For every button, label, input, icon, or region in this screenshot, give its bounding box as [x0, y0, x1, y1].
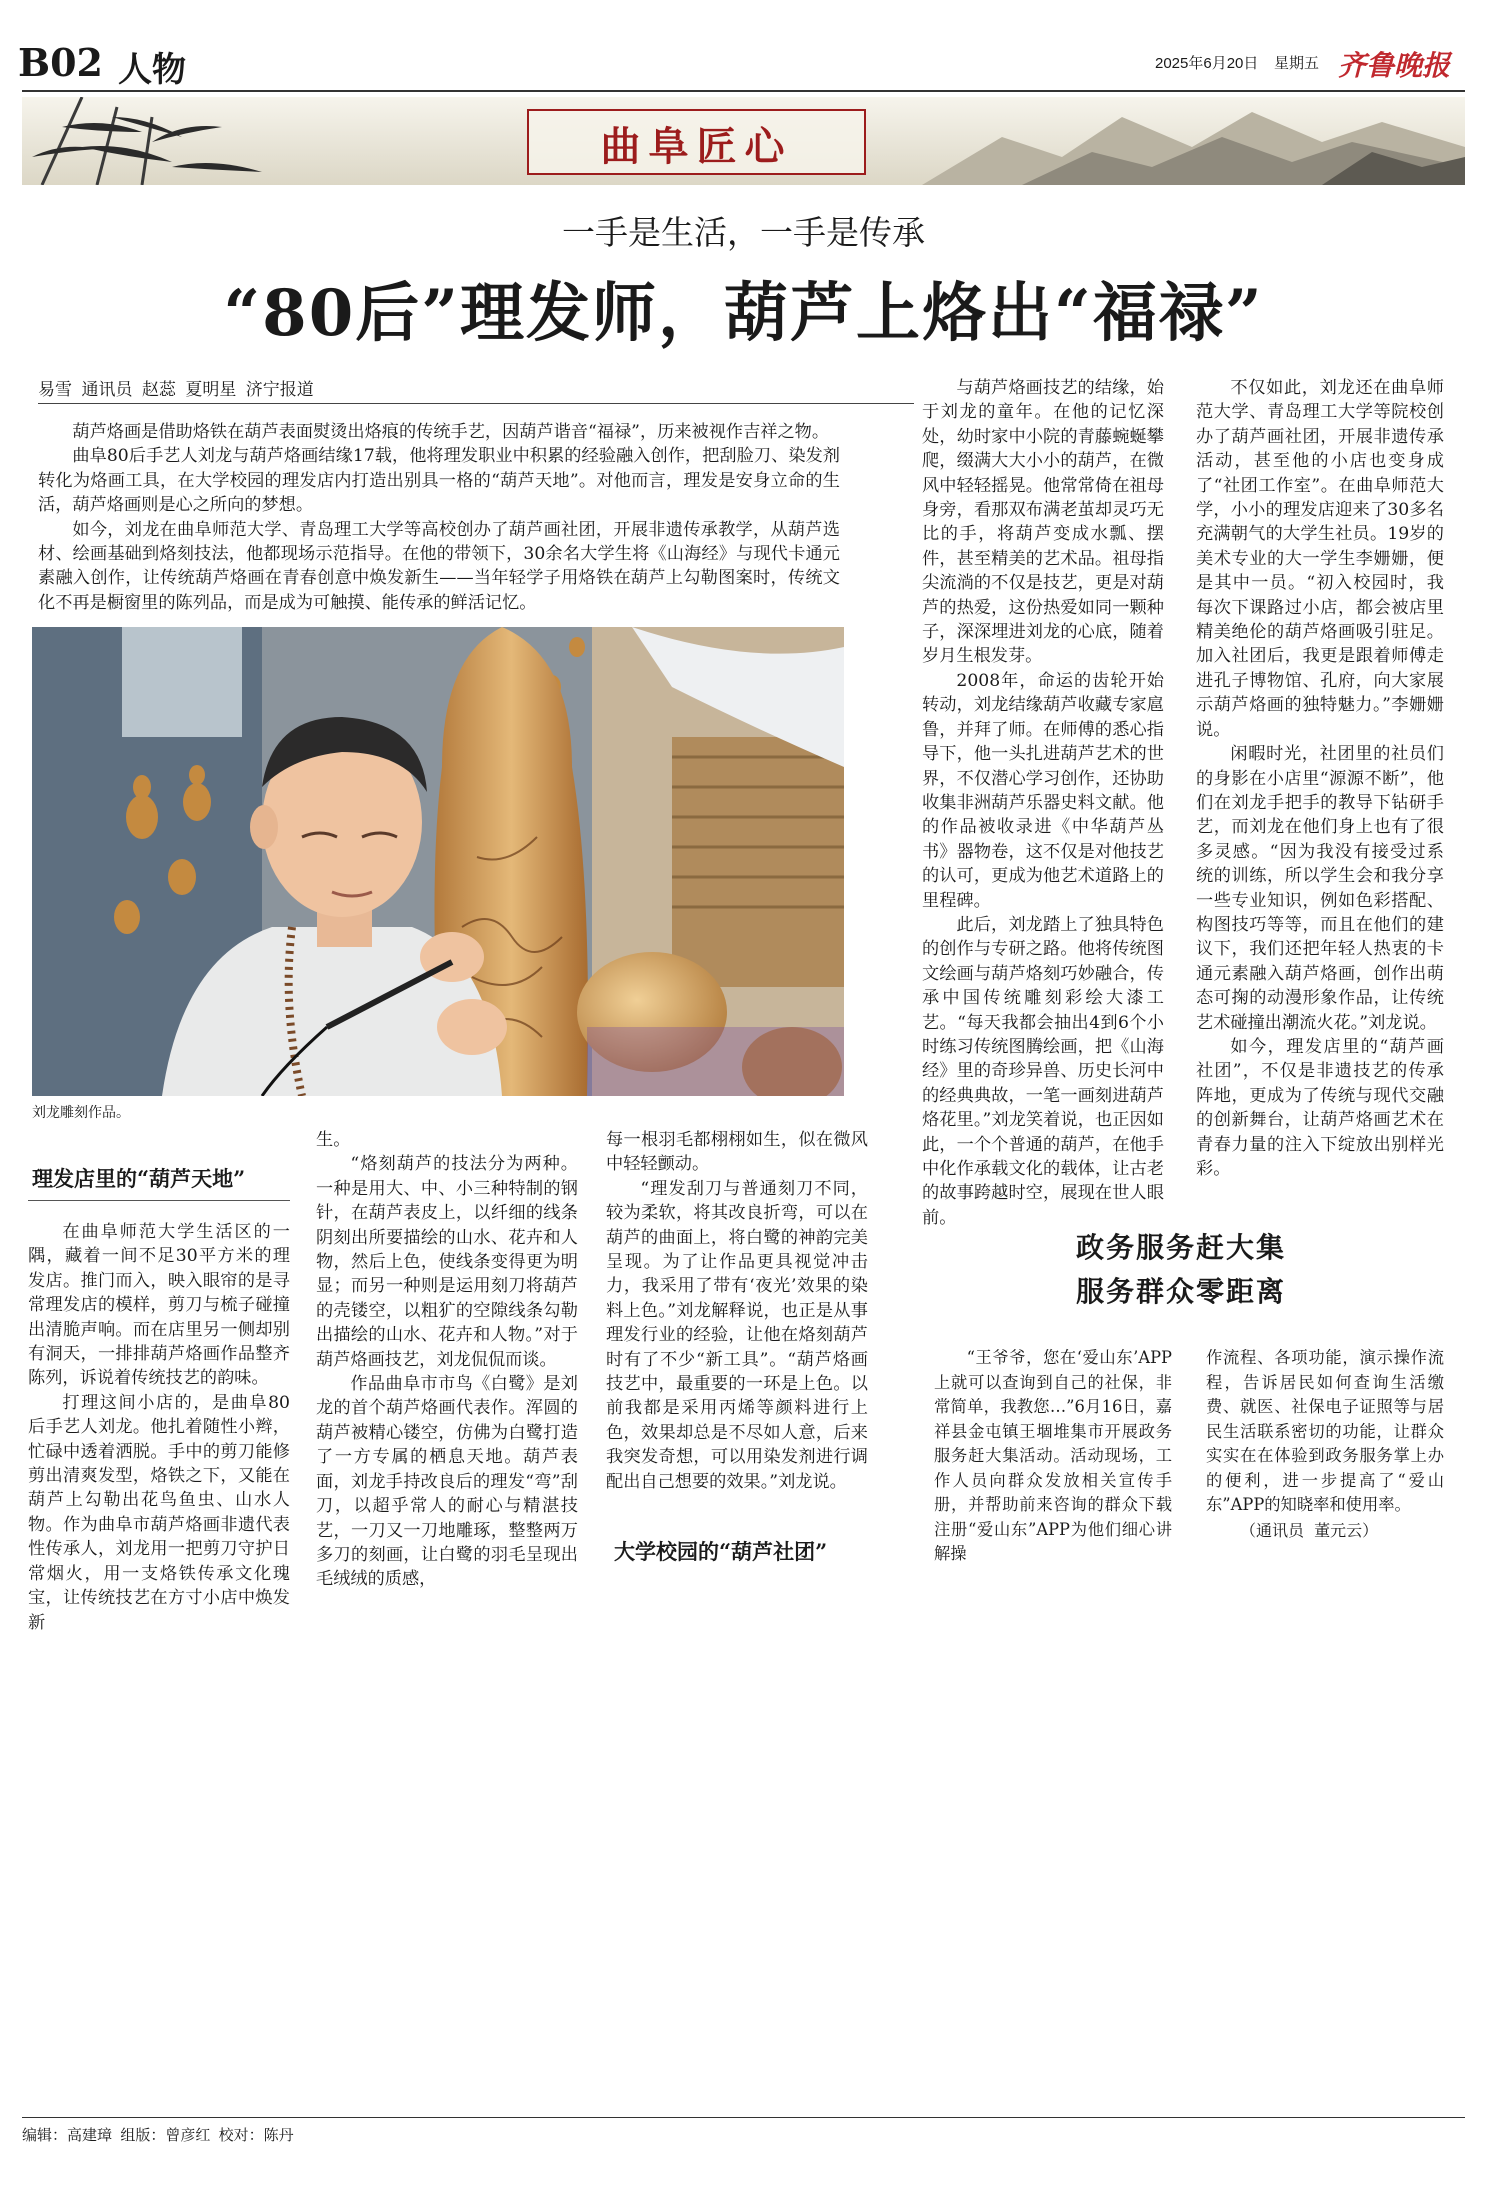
body-paragraph: 打理这间小店的，是曲阜80后手艺人刘龙。他扎着随性小辫，忙碌中透着洒脱。手中的剪刀能修剪出清爽发型，烙铁之下，又能在葫芦上勾勒出花鸟鱼虫、山水人物。作为曲阜市葫芦烙画非遗代表性传承人，刘龙用一把剪刀守护日常烟火，用一支烙铁传承文化瑰宝，让传统技艺在方寸小店中焕发新	[28, 1392, 290, 1633]
brief-column-b	[1206, 1346, 1444, 1518]
banner-title: 曲阜匠心	[600, 123, 793, 170]
column-5	[1196, 376, 1444, 1181]
body-paragraph: 闲暇时光，社团里的社员们的身影在小店里“源源不断”，他们在刘龙手把手的教导下钻研手艺，而刘龙在他们身上也有了很多灵感。“因为我没有接受过系统的训练，所以学生会和我分享一些专业知识，例如色彩搭配、构图技巧等等，而且在他们的建议下，我们还把年轻人热衷的卡通元素融入葫芦烙画，创作出萌态可掬的动漫形象作品，让传统艺术碰撞出潮流火花。”刘龙说。	[1196, 744, 1444, 1033]
footer-rule	[22, 2117, 1465, 2118]
lead-paragraph: 如今，刘龙在曲阜师范大学、青岛理工大学等高校创办了葫芦画社团，开展非遗传承教学，从葫芦选材、绘画基础到烙刻技法，他都现场示范指导。在他的带领下，30余名大学生将《山海经》与现代卡通元素融入创作，让传统葫芦烙画在青春创意中焕发新生——当年轻学子用烙铁在葫芦上勾勒图案时，传统文化不再是橱窗里的陈列品，而是成为可触摸、能传承的鲜活记忆。	[38, 519, 840, 613]
column-1	[28, 1220, 290, 1635]
issue-date: 2025年6月20日	[1155, 55, 1259, 72]
lead-paragraph: 葫芦烙画是借助烙铁在葫芦表面熨烫出烙痕的传统手艺，因葫芦谐音“福禄”，历来被视作吉祥之物。	[72, 422, 830, 442]
column-2	[316, 1128, 578, 1592]
column-4	[922, 376, 1164, 1230]
banner	[22, 97, 1465, 185]
body-paragraph: 每一根羽毛都栩栩如生，似在微风中轻轻颤动。	[606, 1130, 868, 1175]
lead-block	[38, 420, 840, 615]
kicker: 一手是生活，一手是传承	[562, 213, 925, 252]
brief-title-line-2: 服务群众零距离	[1076, 1275, 1287, 1308]
issue-weekday: 星期五	[1274, 55, 1320, 72]
section-title: 人物	[118, 50, 186, 90]
body-paragraph: 与葫芦烙画技艺的结缘，始于刘龙的童年。在他的记忆深处，幼时家中小院的青藤蜿蜒攀爬，缀满大大小小的葫芦，在微风中轻轻摇晃。他常常倚在祖母身旁，看那双布满老茧却灵巧无比的手，将葫芦变成水瓢、摆件，甚至精美的艺术品。祖母指尖流淌的不仅是技艺，更是对葫芦的热爱，这份热爱如同一颗种子，深深埋进刘龙的心底，随着岁月生根发芽。	[922, 378, 1164, 667]
body-paragraph: 不仅如此，刘龙还在曲阜师范大学、青岛理工大学等院校创办了葫芦画社团，开展非遗传承活动，甚至他的小店也变身成了“社团工作室”。在曲阜师范大学，小小的理发店迎来了30多名充满朝气的大学生社员。19岁的美术专业的大一学生李姗姗，便是其中一员。“初入校园时，我每次下课路过小店，都会被店里精美绝伦的葫芦烙画吸引驻足。加入社团后，我更是跟着师傅走进孔子博物馆、孔府，向大家展示葫芦烙画的独特魅力。”李姗姗说。	[1196, 378, 1444, 740]
brief-credit: （通讯员 董元云）	[1240, 1521, 1379, 1540]
body-paragraph: 生。	[316, 1130, 351, 1150]
body-paragraph: 2008年，命运的齿轮开始转动，刘龙结缘葫芦收藏专家扈鲁，并拜了师。在师傅的悉心指导下，他一头扎进葫芦艺术的世界，不仅潜心学习创作，还协助收集非洲葫芦乐器史料文献。他的作品被收录进《中华葫芦丛书》器物卷，这不仅是对他技艺的认可，更成为他艺术道路上的里程碑。	[922, 670, 1164, 911]
page-code: B02	[18, 40, 103, 85]
body-paragraph: 在曲阜师范大学生活区的一隅，藏着一间不足30平方米的理发店。推门而入，映入眼帘的是寻常理发店的模样，剪刀与梳子碰撞出清脆声响。而在店里另一侧却别有洞天，一排排葫芦烙画作品整齐陈列，诉说着传统技艺的韵味。	[28, 1222, 290, 1389]
lead-paragraph: 曲阜80后手艺人刘龙与葫芦烙画结缘17载，他将理发职业中积累的经验融入创作，把刮脸刀、染发剂转化为烙画工具，在大学校园的理发店内打造出别具一格的“葫芦天地”。对他而言，理发是安身立命的生活，葫芦烙画则是心之所向的梦想。	[38, 446, 840, 516]
column-3	[606, 1128, 868, 1494]
headline: “80后”理发师，葫芦上烙出“福禄”	[223, 276, 1264, 351]
body-paragraph: “烙刻葫芦的技法分为两种。一种是用大、中、小三种特制的钢针，在葫芦表皮上，以纤细的线条阴刻出所要描绘的山水、花卉和人物，然后上色，使线条变得更为明显；而另一种则是运用刻刀将葫芦的壳镂空，以粗犷的空隙线条勾勒出描绘的山水、花卉和人物。”对于葫芦烙画技艺，刘龙侃侃而谈。	[316, 1154, 578, 1370]
body-paragraph: 此后，刘龙踏上了独具特色的创作与专研之路。他将传统图文绘画与葫芦烙刻巧妙融合，传承中国传统雕刻彩绘大漆工艺。“每天我都会抽出4到6个小时练习传统图腾绘画，把《山海经》里的奇珍异兽、历史长河中的经典典故，一笔一画刻进葫芦烙花里。”刘龙笑着说，也正因如此，一个个普通的葫芦，在他手中化作承载文化的载体，让古老的故事跨越时空，展现在世人眼前。	[922, 914, 1164, 1228]
body-paragraph: 作品曲阜市市鸟《白鹭》是刘龙的首个葫芦烙画代表作。浑圆的葫芦被精心镂空，仿佛为白鹭打造了一方专属的栖息天地。葫芦表面，刘龙手持改良后的理发“弯”刮刀，以超乎常人的耐心与精湛技艺，一刀又一刀地雕琢，整整两万多刀的刻画，让白鹭的羽毛呈现出毛绒绒的质感，	[316, 1374, 578, 1590]
footer-credits: 编辑：高建璋 组版：曾彦红 校对：陈丹	[22, 2127, 294, 2144]
subhead-barbershop: 理发店里的“葫芦天地”	[32, 1166, 246, 1191]
brief-column-a	[934, 1346, 1172, 1567]
byline: 易雪 通讯员 赵蕊 夏明星 济宁报道	[38, 380, 314, 399]
byline-rule	[38, 403, 914, 404]
artisan-carving-gourd-photo	[32, 627, 844, 1096]
brief-title-line-1: 政务服务赶大集	[1076, 1231, 1287, 1264]
brief-paragraph: 作流程、各项功能，演示操作流程，告诉居民如何查询生活缴费、就医、社保电子证照等与居民生活联系密切的功能，让群众实实在在体验到政务服务掌上办的便利，进一步提高了“爱山东”APP的知晓率和使用率。	[1206, 1348, 1444, 1514]
photo-caption: 刘龙雕刻作品。	[32, 1104, 130, 1120]
body-paragraph: 如今，理发店里的“葫芦画社团”，不仅是非遗技艺的传承阵地，更成为了传统与现代交融的创新舞台，让葫芦烙画艺术在青春力量的注入下绽放出别样光彩。	[1196, 1036, 1444, 1179]
masthead-logo: 齐鲁晚报	[1338, 49, 1451, 82]
subhead-rule	[28, 1200, 290, 1201]
brief-paragraph: “王爷爷，您在‘爱山东’APP上就可以查询到自己的社保，非常简单，我教您…”6月16日，嘉祥县金屯镇王堌堆集市开展政务服务赶大集活动。活动现场，工作人员向群众发放相关宣传手册，并帮助前来咨询的群众下载注册“爱山东”APP为他们细心讲解操	[934, 1348, 1172, 1563]
feature-photo	[32, 627, 844, 1096]
body-paragraph: “理发刮刀与普通刻刀不同，较为柔软，将其改良折弯，可以在葫芦的曲面上，将白鹭的神韵完美呈现。为了让作品更具视觉冲击力，我采用了带有‘夜光’效果的染料上色。”刘龙解释说，也正是从事理发行业的经验，让他在烙刻葫芦时有了不少“新工具”。“葫芦烙画技艺中，最重要的一环是上色。以前我都是采用丙烯等颜料进行上色，效果却总是不尽如人意，后来我突发奇想，可以用染发剂进行调配出自己想要的效果。”刘龙说。	[606, 1178, 868, 1492]
subhead-campus-club: 大学校园的“葫芦社团”	[614, 1539, 828, 1564]
header-rule	[22, 90, 1465, 92]
